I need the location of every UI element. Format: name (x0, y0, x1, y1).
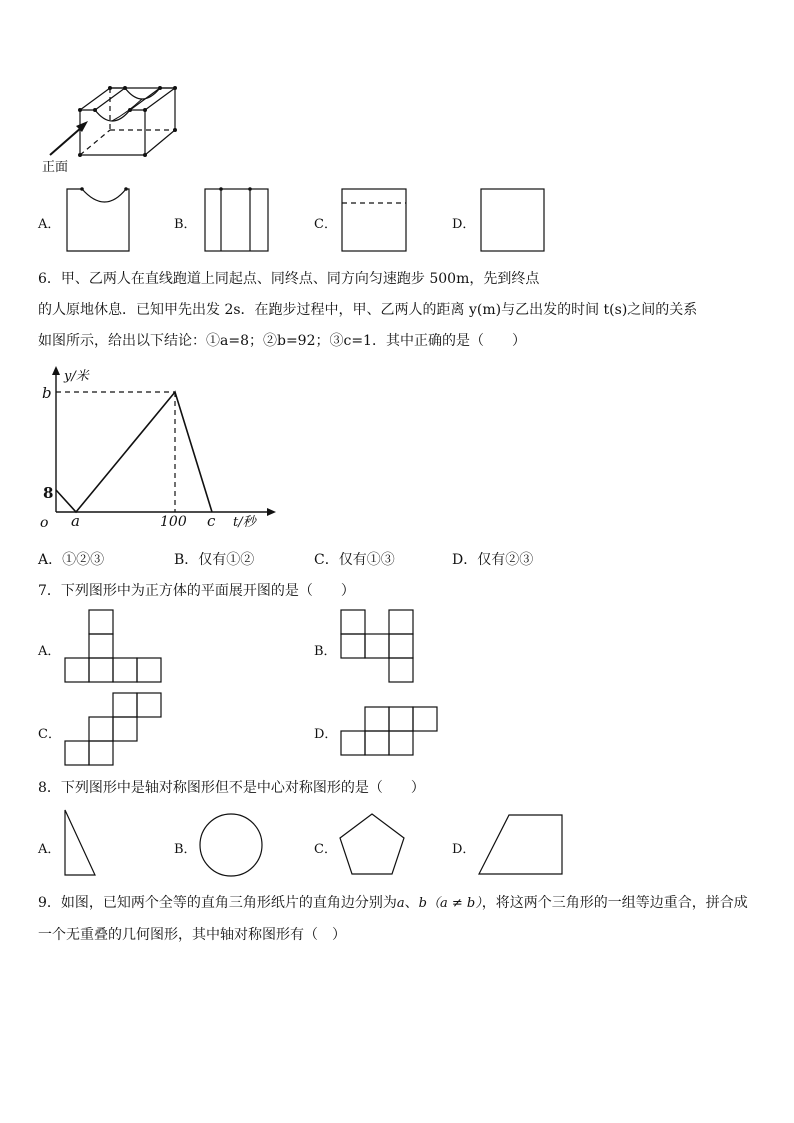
origin-label: o (40, 515, 49, 531)
x-tick-100: 100 (160, 514, 187, 530)
q9-var-a: a (396, 896, 405, 911)
x-axis-label: t/秒 (233, 515, 256, 530)
q8-question: 8．下列图形中是轴对称图形但不是中心对称图形的是（ ） (38, 780, 425, 796)
q6-option-c[interactable]: C．仅有①③ (314, 552, 395, 568)
q5-option-a-label[interactable]: A． (38, 217, 61, 232)
q8-option-b-label[interactable]: B． (174, 842, 197, 857)
x-tick-a: a (71, 512, 80, 530)
q9-separator: 、 (404, 895, 419, 911)
q5-option-d-figure (476, 185, 556, 255)
q8-option-a-label[interactable]: A． (38, 842, 61, 857)
y-tick-b: b (42, 384, 52, 402)
q9-text-part-2: ，将这两个三角形的一组等边重合，拼合成 (481, 895, 748, 911)
q9-text-part-1: 9．如图，已知两个全等的直角三角形纸片的直角边分别为 (38, 895, 397, 911)
q6-option-b[interactable]: B．仅有①② (174, 552, 255, 568)
q7-option-d-net (336, 702, 446, 762)
q6-option-d[interactable]: D．仅有②③ (452, 552, 534, 568)
q7-option-a-label[interactable]: A． (38, 644, 61, 659)
right-triangle-figure (60, 805, 110, 880)
q7-option-a-net (60, 605, 170, 690)
q7-question: 7．下列图形中为正方体的平面展开图的是（ ） (38, 583, 355, 599)
q9-line-2: 一个无重叠的几何图形，其中轴对称图形有（ ） (38, 927, 346, 943)
trapezoid-figure (474, 812, 569, 878)
q5-option-b-label[interactable]: B． (174, 217, 197, 232)
q5-option-c-figure (338, 185, 418, 255)
q6-option-a[interactable]: A．①②③ (38, 552, 105, 568)
q5-option-d-label[interactable]: D． (452, 217, 476, 232)
q7-option-d-label[interactable]: D． (314, 727, 338, 742)
distance-time-graph (0, 0, 300, 540)
q8-option-d-label[interactable]: D． (452, 842, 476, 857)
q7-option-b-net (336, 605, 426, 690)
y-axis-label: y/米 (64, 369, 89, 384)
q7-option-c-net (60, 688, 170, 773)
q6-line-3: 如图所示，给出以下结论：①a=8；②b=92；③c=1．其中正确的是（ ） (38, 333, 526, 349)
front-label: 正面 (42, 160, 69, 175)
q5-option-c-label[interactable]: C． (314, 217, 337, 232)
pentagon-figure (336, 810, 408, 878)
q8-option-c-label[interactable]: C． (314, 842, 337, 857)
x-tick-c: c (207, 512, 216, 530)
q6-line-1: 6．甲、乙两人在直线跑道上同起点、同终点、同方向匀速跑步 500m，先到终点 (38, 271, 540, 287)
q7-option-c-label[interactable]: C． (38, 727, 61, 742)
circle-figure (198, 812, 268, 878)
y-tick-8: 8 (43, 484, 54, 502)
q9-var-b-condition: b（a ≠ b） (418, 896, 482, 911)
q7-option-b-label[interactable]: B． (314, 644, 337, 659)
q6-line-2: 的人原地休息．已知甲先出发 2s．在跑步过程中，甲、乙两人的距离 y(m)与乙出发的时间 t(s)之间的关系 (38, 302, 698, 318)
